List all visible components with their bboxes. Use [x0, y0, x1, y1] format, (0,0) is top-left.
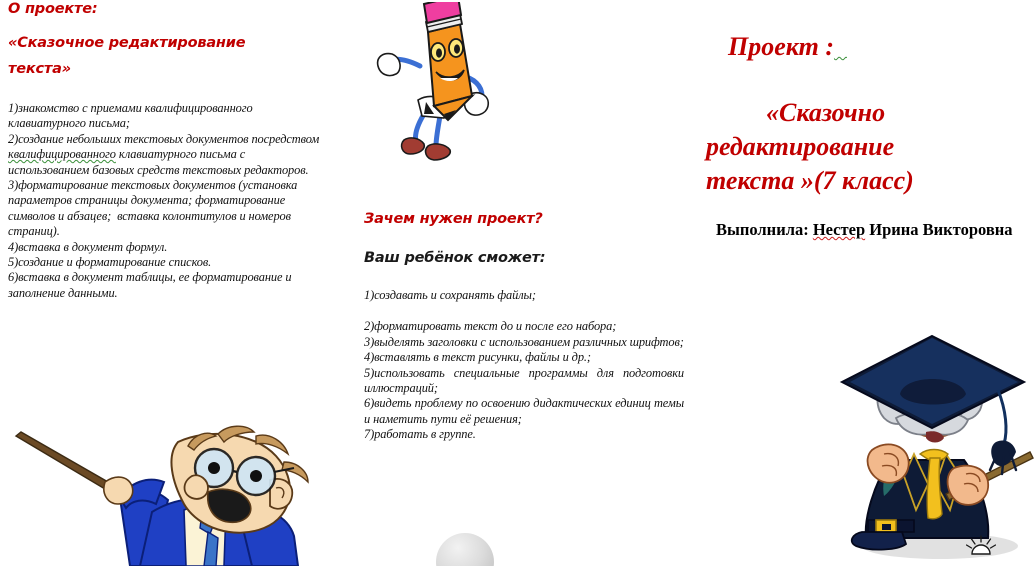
list-item: 6)видеть проблему по освоению дидактических единиц темы и наметить пути её решения;: [364, 396, 684, 426]
middle-column: [364, 0, 694, 566]
list-item: 6)вставка в документ таблицы, ее форматирование и заполнение данными.: [8, 270, 292, 300]
left-column-items: [8, 101, 326, 301]
author-name: Ирина: [869, 220, 919, 239]
list-item: 4)вставка в документ формул.: [8, 239, 168, 254]
author-surname: Нестер: [812, 220, 866, 239]
middle-column-heading: Зачем нужен проект?: [364, 211, 543, 227]
left-column-subheading: [8, 30, 308, 82]
pencil-mascot-illustration: [374, 2, 504, 172]
author-line: [716, 219, 1016, 241]
right-column: [706, 0, 1035, 566]
left-subheading-line-2: текста»: [8, 61, 71, 77]
list-item: 1)знакомство с приемами квалифицированного клавиатурного письма;: [8, 101, 253, 131]
spellcheck-word: квалифицированного: [8, 147, 116, 162]
project-label: [706, 30, 847, 64]
middle-column-subheading: Ваш ребёнок сможет:: [364, 250, 546, 266]
project-title-line-2: редактирование: [706, 132, 895, 161]
professor-with-pointer-illustration: [2, 424, 332, 566]
list-item: 2)форматировать текст до и после его набора;: [364, 319, 617, 334]
author-prefix: Выполнила:: [716, 220, 809, 239]
list-item: 3)форматирование текстовых документов (установка параметров страницы документа; форматирование символов и абзацев; вставка колонтитулов и номеров страниц).: [8, 178, 298, 239]
grammarcheck-marker: [834, 32, 847, 61]
list-item: 4)вставлять в текст рисунки, файлы и др.;: [364, 350, 591, 365]
author-patronymic: Викторовна: [922, 220, 1013, 239]
list-item: 1)создавать и сохранять файлы;: [364, 288, 536, 302]
list-item: 3)выделять заголовки с использованием различных шрифтов;: [364, 334, 684, 349]
project-title-line-3: текста »(7 класс): [706, 166, 914, 195]
list-item: 2)создание небольших текстовых документов посредством квалифицированного клавиатурного письма с использованием базовых средств текстовых редакторов.: [8, 131, 320, 177]
list-item: 5)создание и форматирование списков.: [8, 255, 212, 270]
left-column: [8, 0, 338, 566]
graduate-scholar-illustration: [828, 334, 1035, 566]
left-column-heading: О проекте:: [8, 1, 98, 17]
project-title: [706, 96, 1026, 198]
project-label-text: Проект :: [728, 32, 834, 61]
project-title-line-1: «Сказочно: [766, 98, 886, 127]
sunburst-icon: [966, 534, 996, 558]
middle-column-items: [364, 288, 684, 443]
grey-sphere-shape: [436, 533, 494, 566]
left-subheading-line-1: «Сказочное редактирование: [8, 35, 246, 51]
list-item: 5)использовать специальные программы для подготовки иллюстраций;: [364, 365, 684, 396]
list-item: 7)работать в группе.: [364, 427, 476, 442]
